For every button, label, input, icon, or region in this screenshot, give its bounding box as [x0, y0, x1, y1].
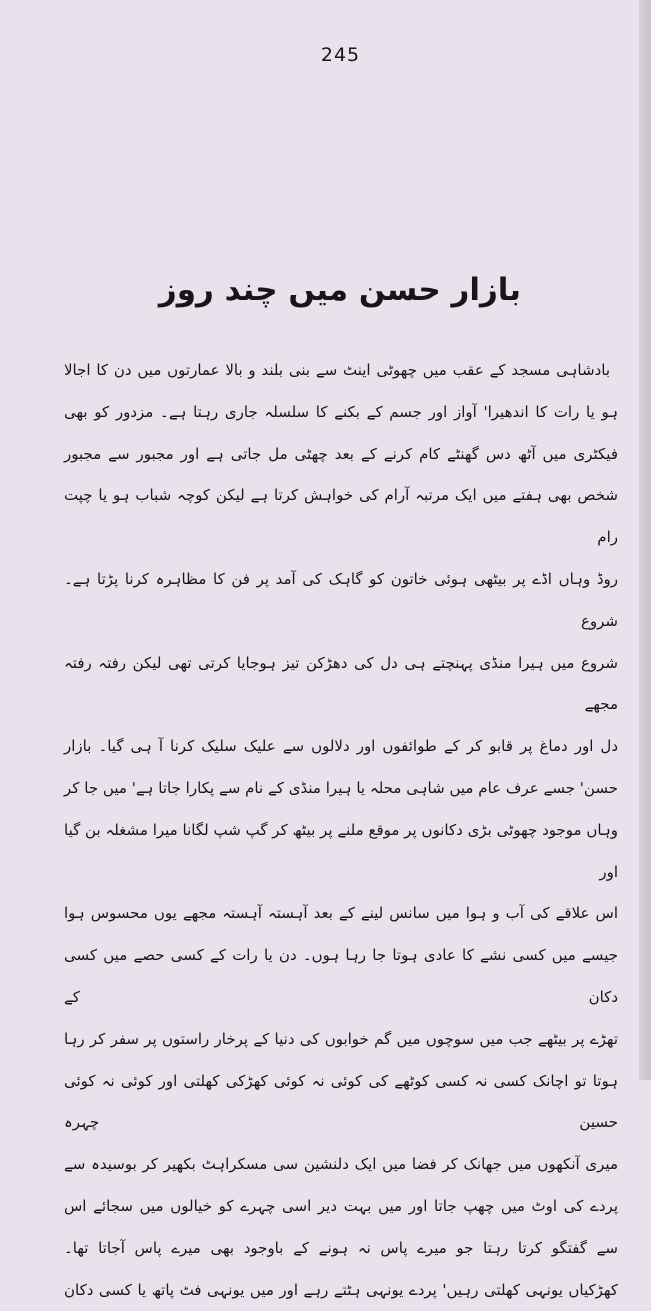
text-line: فیکٹری میں آٹھ دس گھنٹے کام کرنے کے بعد چھٹی مل جاتی ہے اور مجبور سے مجبور	[64, 444, 618, 463]
text-line: بادشاہی مسجد کے عقب میں چھوٹی اینٹ سے بنی بلند و بالا عمارتوں میں دن کا اجالا	[64, 361, 610, 379]
text-line: میری آنکھوں میں جھانک کر فضا میں ایک دلنشین سی مسکراہٹ بکھیر کر بوسیدہ سے	[64, 1155, 618, 1174]
text-line: حسن' جسے عرف عام میں شاہی محلہ یا ہیرا منڈی کے نام سے پکارا جاتا ہے' میں جا کر	[64, 778, 618, 797]
text-line: پردے کی اوٹ میں چھپ جاتا اور میں بہت دیر اسی چہرے کو خیالوں میں سجائے اس	[64, 1196, 618, 1215]
text-line: روڈ وہاں اڈے پر بیٹھی ہوئی خاتون کو گاہک کی آمد پر فن کا مظاہرہ کرنا پڑتا ہے۔ شروع	[64, 569, 618, 630]
text-line: وہاں موجود چھوٹی بڑی دکانوں پر موقع ملنے پر بیٹھ کر گپ شپ لگانا میرا مشغلہ بن گیا اور	[64, 820, 618, 881]
text-line: ہوتا تو اچانک کسی نہ کسی کوٹھے کی کوئی نہ کوئی کھڑکی کھلتی اور کوئی نہ کوئی حسین چہرہ	[64, 1071, 618, 1132]
chapter-title: بازار حسن میں چند روز	[158, 272, 522, 308]
text-line: شخص بھی ہفتے میں ایک مرتبہ آرام کی خواہش کرتا ہے لیکن کوچہ شباب ہو یا چپت رام	[64, 486, 618, 547]
text-line: ہو یا رات کا اندھیرا' آواز اور جسم کے بکنے کا سلسلہ جاری رہتا ہے۔ مزدور کو بھی	[64, 402, 618, 421]
text-line: تھڑے پر بیٹھے جب میں سوچوں میں گم خوابوں کی دنیا کے پرخار راستوں پر سفر کر رہا	[64, 1029, 618, 1048]
page-edge	[639, 0, 651, 1080]
page-number: 245	[320, 44, 361, 66]
text-line: جیسے میں کسی نشے کا عادی ہوتا جا رہا ہوں۔ دن یا رات کے کسی حصے میں کسی دکان کے	[64, 946, 618, 1006]
text-line: کھڑکیاں یونہی کھلتی رہیں' پردے یونہی ہٹتے رہے اور میں یونہی فٹ پاتھ یا کسی دکان	[64, 1280, 618, 1299]
text-line: شروع میں ہیرا منڈی پہنچتے ہی دل کی دھڑکن تیز ہوجایا کرتی تھی لیکن رفتہ رفتہ مجھے	[64, 653, 618, 714]
text-line: سے گفتگو کرتا رہتا جو میرے پاس نہ ہونے کے باوجود بھی میرے پاس آجاتا تھا۔	[64, 1238, 618, 1257]
text-line: اس علاقے کی آب و ہوا میں سانس لینے کے بعد آہستہ آہستہ مجھے یوں محسوس ہوا	[64, 904, 618, 923]
text-line: دل اور دماغ پر قابو کر کے طوائفوں اور دلالوں سے علیک سلیک کرنا آ ہی گیا۔ بازار	[64, 737, 618, 756]
body-text	[64, 350, 618, 1311]
